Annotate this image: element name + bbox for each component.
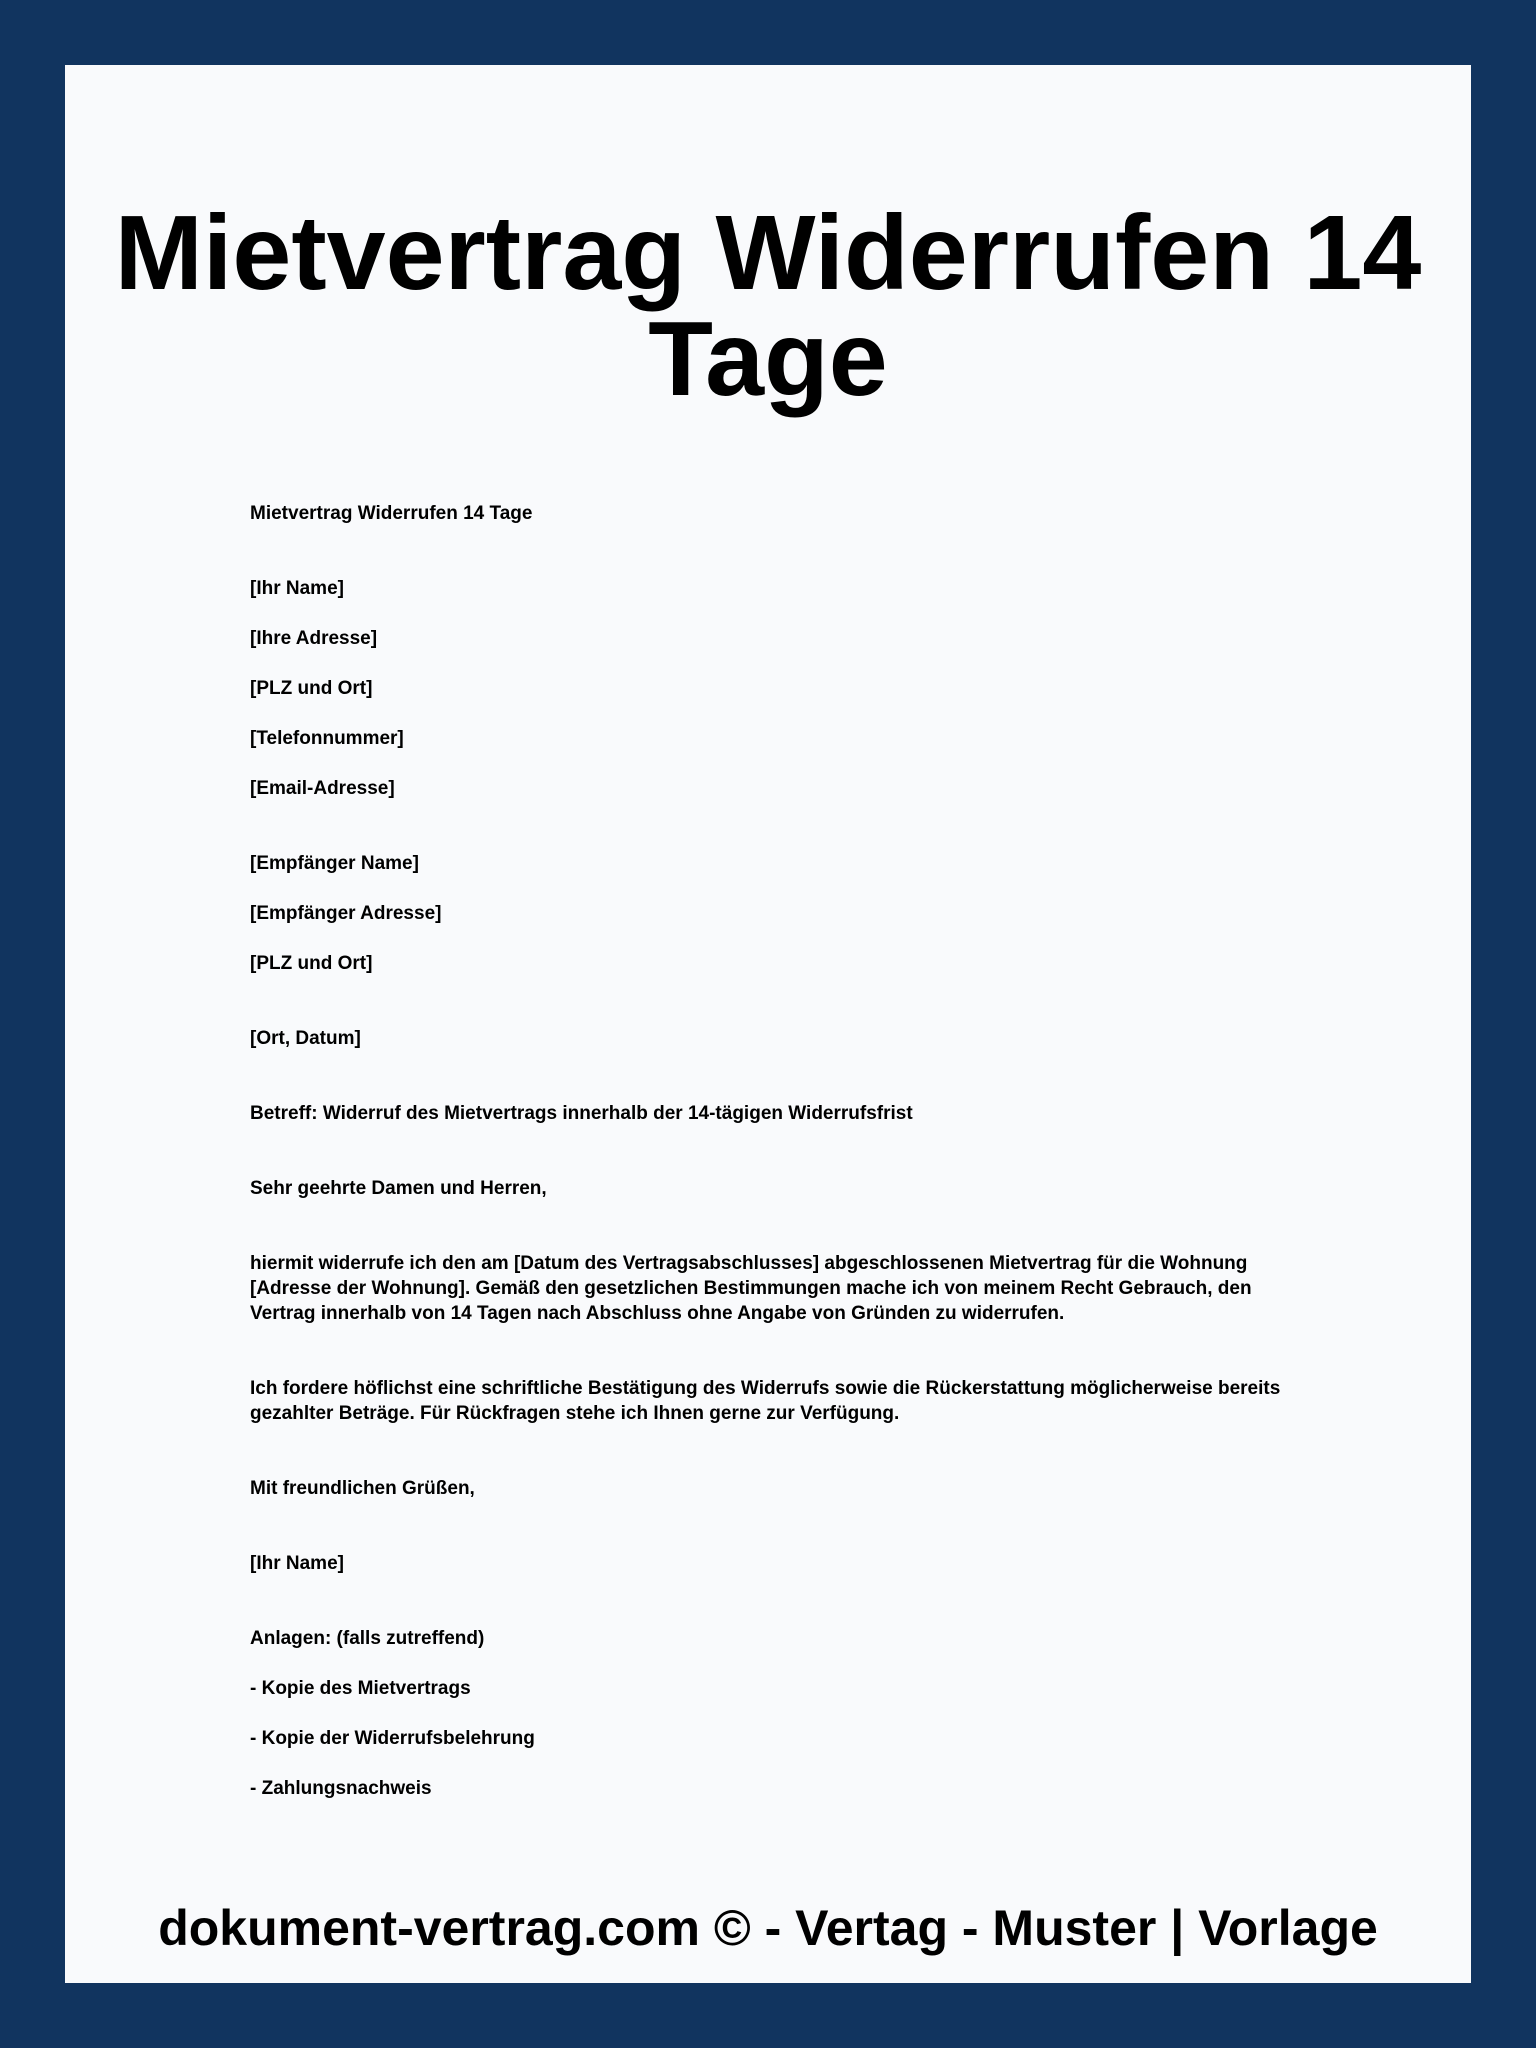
attachment-item: - Kopie der Widerrufsbelehrung: [250, 1728, 535, 1749]
recipient-city: [PLZ und Ort]: [250, 953, 373, 974]
letter-heading: Mietvertrag Widerrufen 14 Tage: [250, 503, 533, 524]
attachment-item: - Zahlungsnachweis: [250, 1778, 432, 1799]
salutation: Sehr geehrte Damen und Herren,: [250, 1178, 547, 1199]
signature-name: [Ihr Name]: [250, 1553, 344, 1574]
subject-line: Betreff: Widerruf des Mietvertrags innerhalb der 14-tägigen Widerrufsfrist: [250, 1103, 913, 1124]
document-page: [65, 65, 1471, 1983]
recipient-name: [Empfänger Name]: [250, 853, 419, 874]
sender-name: [Ihr Name]: [250, 578, 344, 599]
body-paragraph-2: Ich fordere höflichst eine schriftliche Bestätigung des Widerrufs sowie die Rückerstattung möglicherweise bereits gezahlter Beträge. Für Rückfragen stehe ich Ihnen gerne zur Verfügung.: [250, 1378, 1281, 1424]
closing: Mit freundlichen Grüßen,: [250, 1478, 475, 1499]
recipient-address: [Empfänger Adresse]: [250, 903, 442, 924]
sender-phone: [Telefonnummer]: [250, 728, 404, 749]
sender-city: [PLZ und Ort]: [250, 678, 373, 699]
sender-email: [Email-Adresse]: [250, 778, 395, 799]
footer-watermark: dokument-vertrag.com © - Vertag - Muster | Vorlage: [158, 1900, 1378, 1956]
attachments-heading: Anlagen: (falls zutreffend): [250, 1628, 485, 1649]
place-date: [Ort, Datum]: [250, 1028, 361, 1049]
body-paragraph-1: hiermit widerrufe ich den am [Datum des Vertragsabschlusses] abgeschlossenen Mietvertrag für die Wohnung [Adresse der Wohnung]. Gemäß den gesetzlichen Bestimmungen mache ich von meinem Recht Gebrauch, den Vertrag innerhalb von 14 Tagen nach Abschluss ohne Angabe von Gründen zu widerrufen.: [250, 1253, 1252, 1324]
sender-address: [Ihre Adresse]: [250, 628, 378, 649]
attachment-item: - Kopie des Mietvertrags: [250, 1678, 471, 1699]
page-title: Mietvertrag Widerrufen 14 Tage: [114, 194, 1422, 418]
